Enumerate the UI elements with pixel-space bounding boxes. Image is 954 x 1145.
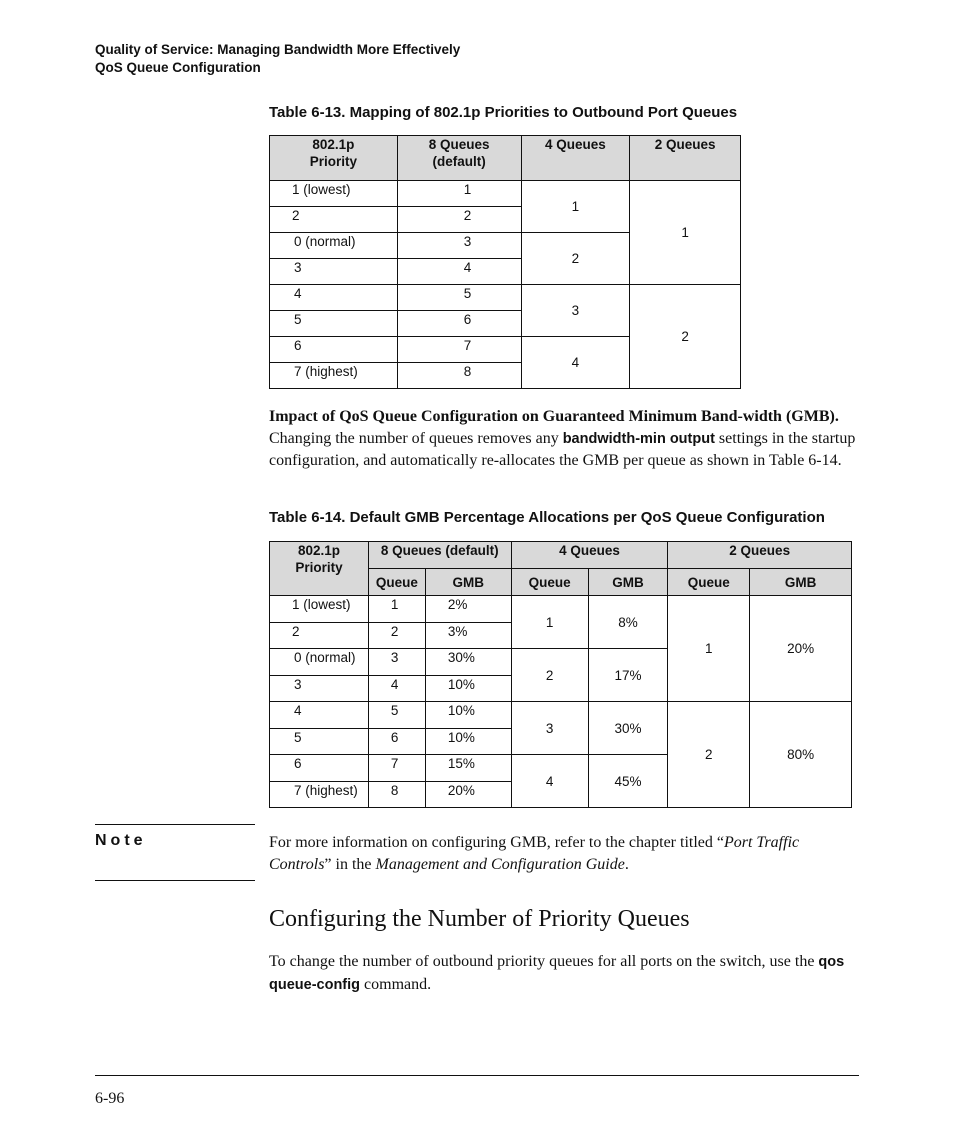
table2-subheader-gmb: GMB: [750, 569, 852, 596]
table1-q8-cell: 6: [397, 311, 521, 337]
note-text: [269, 832, 859, 875]
table2-q4-queue-cell: 3: [511, 702, 588, 755]
table2-q8-gmb-cell: 10%: [425, 728, 511, 755]
table2-subheader-gmb: GMB: [588, 569, 668, 596]
table2-gmb-allocation: [269, 541, 852, 808]
table2-q8-queue-cell: 3: [368, 649, 425, 676]
table2-priority-cell: 1 (lowest): [270, 596, 369, 623]
table2-q2-queue-cell: 2: [668, 702, 750, 808]
table1-priority-cell: 1 (lowest): [270, 181, 398, 207]
table-row: [270, 596, 852, 623]
header-chapter-title: Quality of Service: Managing Bandwidth More Effectively: [95, 42, 461, 57]
table1-priority-cell: 6: [270, 337, 398, 363]
section-heading: Configuring the Number of Priority Queues: [269, 906, 690, 932]
page-number: 6-96: [95, 1090, 125, 1107]
table1-q8-cell: 3: [397, 233, 521, 259]
table1-q2-cell: 1: [630, 181, 741, 285]
table2-header-2-queues: 2 Queues: [668, 542, 852, 569]
table2-q8-gmb-cell: 30%: [425, 649, 511, 676]
table1-q8-cell: 7: [397, 337, 521, 363]
note-top-rule: [95, 824, 255, 825]
table2-q8-queue-cell: 2: [368, 622, 425, 649]
table2-subheader-queue: Queue: [668, 569, 750, 596]
header-section-title: QoS Queue Configuration: [95, 60, 261, 75]
table2-q8-queue-cell: 6: [368, 728, 425, 755]
table2-subheader-queue: Queue: [511, 569, 588, 596]
table2-q8-gmb-cell: 10%: [425, 702, 511, 729]
table2-q8-gmb-cell: 20%: [425, 781, 511, 808]
table1-priority-cell: 5: [270, 311, 398, 337]
qos-queue-config-command: qos queue-config: [269, 954, 845, 993]
table1-header-priority: 802.1p Priority: [270, 136, 398, 181]
section-body: [269, 951, 859, 996]
running-header: [95, 41, 460, 77]
note-text-1: For more information on configuring GMB, refer to the chapter titled “: [269, 834, 724, 851]
table2-q8-gmb-cell: 10%: [425, 675, 511, 702]
table1-priority-cell: 7 (highest): [270, 363, 398, 389]
table2-priority-cell: 2: [270, 622, 369, 649]
section-text-1: To change the number of outbound priority queues for all ports on the switch, use the: [269, 953, 819, 970]
table1-q8-cell: 8: [397, 363, 521, 389]
table2-q4-queue-cell: 1: [511, 596, 588, 649]
table2-q8-queue-cell: 1: [368, 596, 425, 623]
bandwidth-min-output-command: bandwidth-min output: [562, 430, 715, 447]
table2-q4-queue-cell: 4: [511, 755, 588, 808]
note-text-2: ” in the: [324, 855, 376, 873]
gmb-impact-text-1: Changing the number of queues removes any: [269, 429, 563, 447]
table1-priority-cell: 4: [270, 285, 398, 311]
table2-q8-gmb-cell: 3%: [425, 622, 511, 649]
gmb-impact-paragraph: [269, 406, 859, 472]
note-guide-title: Management and Configuration Guide: [375, 855, 625, 873]
table-row: [270, 181, 741, 207]
table2-priority-cell: 7 (highest): [270, 781, 369, 808]
table1-header-4-queues: 4 Queues: [521, 136, 630, 181]
table2-header-priority: 802.1p Priority: [270, 542, 369, 596]
table2-q4-queue-cell: 2: [511, 649, 588, 702]
table2-q4-gmb-cell: 30%: [588, 702, 668, 755]
table2-priority-cell: 4: [270, 702, 369, 729]
table1-priority-queue-map: [269, 135, 741, 389]
table1-q4-cell: 4: [521, 337, 630, 389]
table2-subheader-queue: Queue: [368, 569, 425, 596]
table2-q8-queue-cell: 5: [368, 702, 425, 729]
table1-q2-cell: 2: [630, 285, 741, 389]
table1-q8-cell: 5: [397, 285, 521, 311]
table1-q8-cell: 2: [397, 207, 521, 233]
table2-header-4-queues: 4 Queues: [511, 542, 668, 569]
table1-q4-cell: 3: [521, 285, 630, 337]
table2-q2-gmb-cell: 80%: [750, 702, 852, 808]
gmb-impact-text-2: settings in the startup configuration, and automatically re-allocates the GMB per queue as shown in Table 6-14.: [269, 429, 856, 469]
table2-q4-gmb-cell: 17%: [588, 649, 668, 702]
table1-q8-cell: 1: [397, 181, 521, 207]
table1-header-2-queues: 2 Queues: [630, 136, 741, 181]
table1-q4-cell: 2: [521, 233, 630, 285]
note-label: Note: [95, 832, 147, 849]
table2-subheader-gmb: GMB: [425, 569, 511, 596]
note-bottom-rule: [95, 880, 255, 881]
table2-q2-queue-cell: 1: [668, 596, 750, 702]
table-row: [270, 285, 741, 311]
table2-q8-queue-cell: 7: [368, 755, 425, 782]
table1-q8-cell: 4: [397, 259, 521, 285]
table2-caption: Table 6-14. Default GMB Percentage Allocations per QoS Queue Configuration: [269, 509, 825, 526]
table1-priority-cell: 2: [270, 207, 398, 233]
table1-priority-cell: 3: [270, 259, 398, 285]
table-row: [270, 702, 852, 729]
table1-header-8-queues: 8 Queues (default): [397, 136, 521, 181]
footer-rule: [95, 1075, 859, 1076]
table2-priority-cell: 3: [270, 675, 369, 702]
note-text-3: .: [624, 855, 629, 873]
section-text-2: command.: [360, 975, 432, 993]
gmb-impact-lead: Impact of QoS Queue Configuration on Guaranteed Minimum Band-width (GMB).: [269, 408, 839, 425]
table2-priority-cell: 5: [270, 728, 369, 755]
table2-q4-gmb-cell: 45%: [588, 755, 668, 808]
table2-q8-queue-cell: 8: [368, 781, 425, 808]
table2-q8-gmb-cell: 15%: [425, 755, 511, 782]
table2-priority-cell: 6: [270, 755, 369, 782]
table1-priority-cell: 0 (normal): [270, 233, 398, 259]
table2-q4-gmb-cell: 8%: [588, 596, 668, 649]
table2-q2-gmb-cell: 20%: [750, 596, 852, 702]
table2-q8-queue-cell: 4: [368, 675, 425, 702]
note-chapter-title: Port Traffic Controls: [269, 834, 800, 873]
table1-caption: Table 6-13. Mapping of 802.1p Priorities to Outbound Port Queues: [269, 104, 738, 121]
table1-q4-cell: 1: [521, 181, 630, 233]
table2-header-8-queues: 8 Queues (default): [368, 542, 511, 569]
table2-priority-cell: 0 (normal): [270, 649, 369, 676]
table2-q8-gmb-cell: 2%: [425, 596, 511, 623]
